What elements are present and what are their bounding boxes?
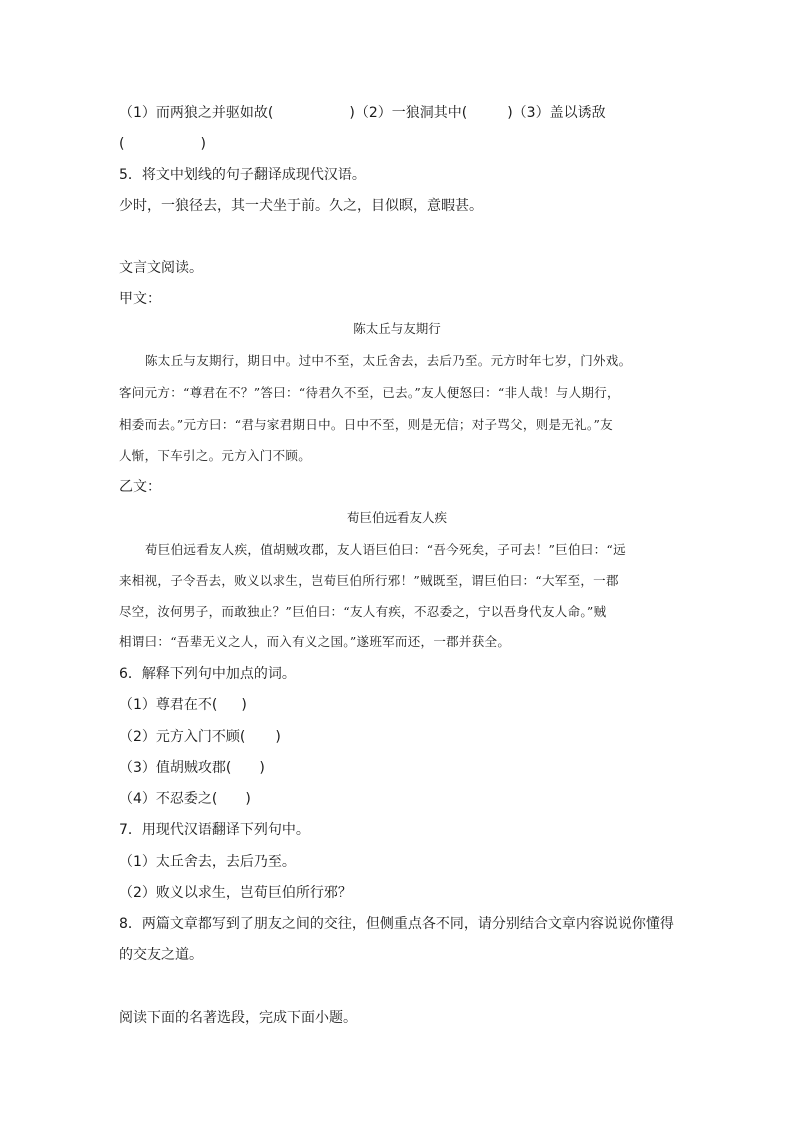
jia-line-2: 客问元方：“尊君在不？”答曰：“待君久不至，已去。”友人便怒曰：“非人哉！与人期行， xyxy=(119,385,620,400)
q8-question-line-1: 8．两篇文章都写到了朋友之间的交往，但侧重点各不同，请分别结合文章内容说说你懂得 xyxy=(119,916,674,932)
q4-item-3-open: ( xyxy=(119,136,125,152)
q6-item-3-close: ) xyxy=(259,760,265,776)
next-section-instruction: 阅读下面的名著选段，完成下面小题。 xyxy=(119,1010,357,1026)
q6-item-1 xyxy=(119,696,247,714)
yi-line-2: 来相视，子令吾去，败义以求生，岂荀巨伯所行邪！”贼既至，谓巨伯曰：“大军至，一郡 xyxy=(119,573,619,588)
q4-item-3-close: ) xyxy=(200,136,206,152)
q4-item-3-text: )（3）盖以诱敌 xyxy=(507,105,606,121)
q5-sentence: 少时，一狼径去，其一犬坐于前。久之，目似瞑，意暇甚。 xyxy=(119,198,483,214)
q6-item-4-text: （4）不忍委之( xyxy=(119,791,218,807)
jia-line-4: 人惭，下车引之。元方入门不顾。 xyxy=(119,448,312,463)
q6-item-2 xyxy=(119,728,281,746)
yi-label: 乙文： xyxy=(119,479,161,495)
jia-line-3: 相委而去。”元方曰：“君与家君期日中。日中不至，则是无信；对子骂父，则是无礼。”友 xyxy=(119,417,613,432)
jia-title: 陈太丘与友期行 xyxy=(353,321,441,336)
q4-item-2-text: )（2）一狼洞其中( xyxy=(349,105,468,121)
q6-item-1-text: （1）尊君在不( xyxy=(119,697,218,713)
jia-line-1: 陈太丘与友期行，期日中。过中不至，太丘舍去，去后乃至。元方时年七岁，门外戏。 xyxy=(145,353,632,368)
jia-label: 甲文： xyxy=(119,291,161,307)
q5-question: 5．将文中划线的句子翻译成现代汉语。 xyxy=(119,167,366,183)
q7-item-2: （2）败义以求生，岂荀巨伯所行邪？ xyxy=(119,885,352,901)
q6-item-3-text: （3）值胡贼攻郡( xyxy=(119,760,232,776)
q6-question: 6．解释下列句中加点的词。 xyxy=(119,666,296,682)
yi-line-1: 荀巨伯远看友人疾，值胡贼攻郡，友人语巨伯曰：“吾今死矣，子可去！”巨伯曰：“远 xyxy=(145,542,626,557)
q4-line-2 xyxy=(119,135,206,153)
yi-line-4: 相谓曰：“吾辈无义之人，而入有义之国。”遂班军而还，一郡并获全。 xyxy=(119,634,511,649)
q8-question-line-2: 的交友之道。 xyxy=(119,947,203,963)
q7-item-1: （1）太丘舍去，去后乃至。 xyxy=(119,854,296,870)
section-heading: 文言文阅读。 xyxy=(119,260,203,276)
q4-item-1-text: （1）而两狼之并驱如故( xyxy=(119,105,274,121)
q6-item-2-close: ) xyxy=(275,729,281,745)
q4-line-1 xyxy=(119,104,606,122)
q6-item-3 xyxy=(119,759,265,777)
yi-title: 荀巨伯远看友人疾 xyxy=(346,510,447,525)
yi-line-3: 尽空，汝何男子，而敢独止？”巨伯曰：“友人有疾，不忍委之，宁以吾身代友人命。”贼 xyxy=(119,604,607,619)
q6-item-4 xyxy=(119,790,251,808)
q6-item-1-close: ) xyxy=(241,697,247,713)
q7-question: 7．用现代汉语翻译下列句中。 xyxy=(119,822,310,838)
q6-item-4-close: ) xyxy=(245,791,251,807)
q6-item-2-text: （2）元方入门不顾( xyxy=(119,729,246,745)
